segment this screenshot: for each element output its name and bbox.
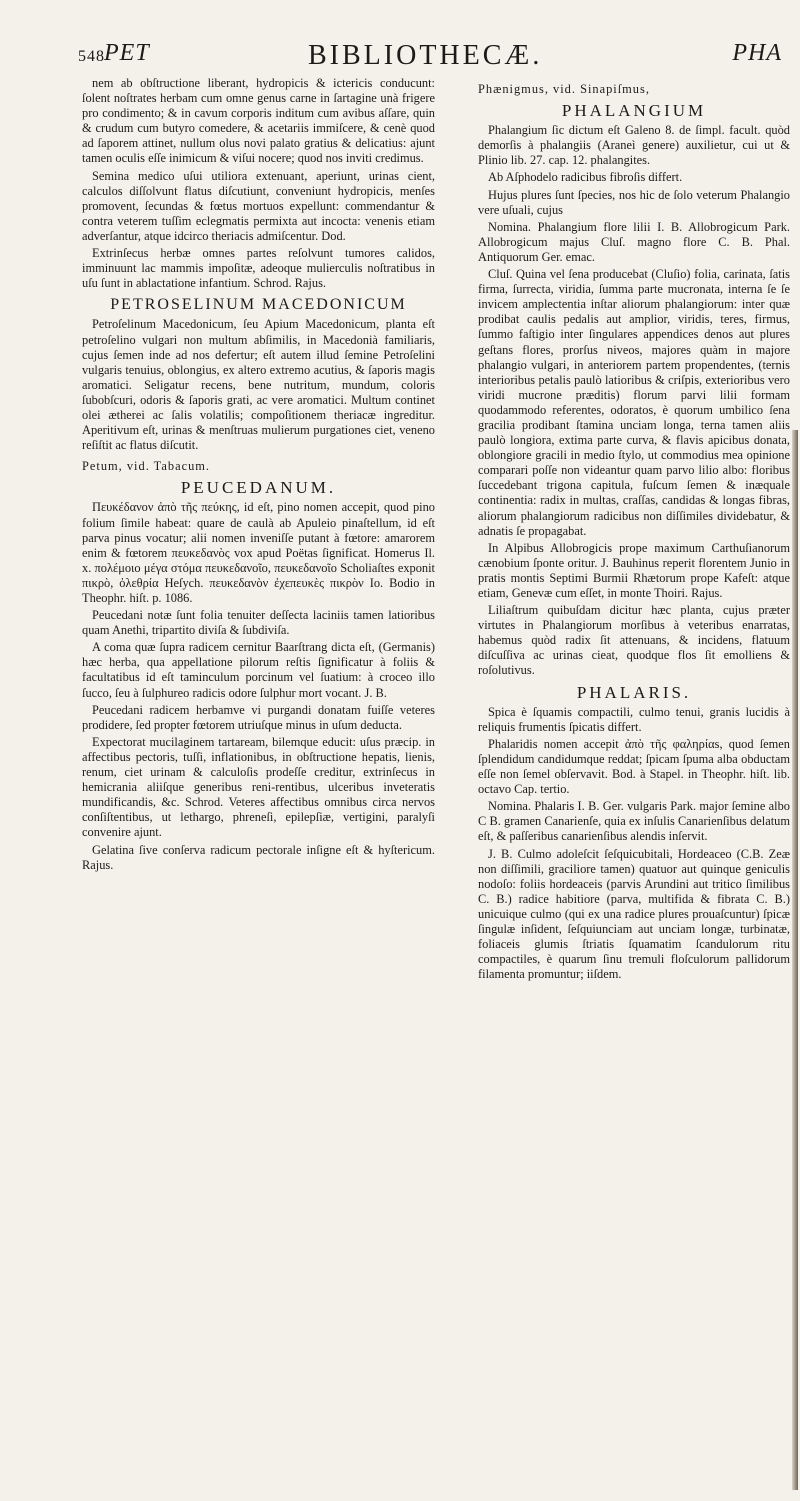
running-head-right: PHA	[732, 40, 782, 66]
paragraph: Petroſelinum Macedonicum, ſeu Apium Macedonicum, planta eſt petroſelino vulgari non multum abſimilis, in Macedonià familiaris, cujus ſemen inde ad nos defertur; eſt autem illud ſemine Petroſelini vulgaris tenuius, oblongius, ex altero extremo acutius, & ſaporis magis aromatici. Seligatur recens, bene nutritum, mundum, coloris ſubobſcuri, odoris & ſaporis grati, ac vere aromatici. Multum continet olei ætherei ac ſalis volatilis; compoſitionem theriacæ ingreditur. Aperitivum eſt, urinas & menſtruas mulierum purgationes ciet, veneno reſiſtit ac flatus diſcutit.	[82, 317, 435, 453]
entry-heading: PHALARIS.	[576, 682, 692, 702]
running-head-title: BIBLIOTHECÆ.	[308, 40, 543, 71]
paragraph: Peucedani radicem herbamve vi purgandi donatam fuiſſe veteres prodidere, ſed propter fœtorem utriuſque minus in uſum deducta.	[82, 702, 435, 732]
cross-reference: Petum, vid. Tabacum.	[82, 459, 210, 474]
paragraph: Peucedani notæ ſunt folia tenuiter deſſecta laciniis tamen latioribus quam Anethi, tripartito diviſa & ſubdiviſa.	[82, 608, 435, 638]
paragraph: Nomina. Phalangium flore lilii I. B. Allobrogicum Park. Allobrogicum majus Cluſ. magno flore C. B. Phal. Antiquorum Ger. emac.	[478, 219, 790, 264]
page-edge-shadow	[792, 430, 798, 1490]
paragraph: Πευκέδανον ἀπὸ τῆς πεύκης, id eſt, pino nomen accepit, quod pino folium ſimile habeat: quare de caulà ab Apuleio pinaſtellum, id eſt parva pinus vocatur; alii nomen inveniſſe putant à fœtore: amarorem enim & fœtorem πευκεδανὸς vox apud Poëtas ſignificat. Homerus Il. x. πολέμοιο μέγα στόμα πευκεδανοῖο, πευκεδανοῖο Scholiaſtes exponit πικρὸ, ὀλεθρία Heſych. πευκεδανὸν ἐχεπευκὲς πικρὸν Io. Bodio in Theophr. hiſt. p. 1086.	[82, 500, 435, 605]
paragraph: In Alpibus Allobrogicis prope maximum Carthuſianorum cænobium ſponte oritur. J. Bauhinus reperit florentem Junio in pratis montis Septimi Burmii Rhætorum prope Kafeſt: atque etiam, Genevæ cum eſſet, in monte Thoiri. Rajus.	[478, 540, 790, 600]
paragraph: Hujus plures ſunt ſpecies, nos hic de ſolo veterum Phalangio vere uſuali, cujus	[478, 187, 790, 217]
left-column	[82, 76, 435, 875]
paragraph: A coma quæ ſupra radicem cernitur Baarſtrang dicta eſt, (Germanis) hæc herba, qua appellatione pilorum reſtis ſignificatur à foliis & facultatibus id eſt taminculum porcinum vel ſuatium: à croceo illo ſucco, ſeu à ſulphureo radicis odore ſulphur mort vocant. J. B.	[82, 640, 435, 700]
running-head-left: PET	[104, 40, 150, 66]
page-header	[78, 40, 782, 80]
entry-heading: PHALANGIUM	[561, 101, 707, 121]
paragraph: Cluſ. Quina vel ſena producebat (Cluſio) folia, carinata, ſatis firma, ſurrecta, viridia, ſumma parte mucronata, interna ſe ſe invicem amplectentia inſtar aliorum phalangiorum: inter quæ prodibat caulis pedalis aut amplior, viridis, teres, firmus, ſummo faſtigio inter ſingulares appendices denos aut plures geſtans flores, prorſus niveos, majores quàm in majore phalangio vulgari, in anteriorem partem propendentes, (ternis interioribus petalis paulò latioribus & criſpis, exterioribus vero viridi mucrone præditis) florum parvi lilii formam quodammodo referentes, odoratos, è quorum umbilico ſena gracilia prodibant ſtamina unciam longa, terna tamen aliis paulò longiora, extima parte curva, & flavis apicibus donata, oblongiore gracili in medio ſtylo, ut commodius mea opinione comparari poſſe non videantur quam parvo lilio albo: floribus ſuccedebant trigona capitula, fuſcum ſemen & inæquale continentia: radix in multas, craſſas, candidas & longas fibras, aliorum phalangiorum radicibus non diſſimiles dividebatur, & adnatis ſe propagabat.	[478, 267, 790, 538]
paragraph: Expectorat mucilaginem tartaream, bilemque educit: uſus præcip. in affectibus pectoris, tuſſi, inflationibus, in obſtructione hepatis, lienis, renum, ciet urinam & calculoſis prodeſſe creditur, extrinſecus in hemicrania aliiſque generibus reni-rentibus, ulceribus inveteratis mundificandis, &c. Schrod. Veteres affectibus omnibus circa nervos conſiſtentibus, ut lethargo, phreneſi, epilepſiæ, vertigini, paralyſi convenire ajunt.	[82, 734, 435, 840]
paragraph: Phalangium ſic dictum eſt Galeno 8. de ſimpl. facult. quòd demorſis à phalangiis (Araneì genere) auxilietur, cui ut & Plinio lib. 27. cap. 12. phalangites.	[478, 123, 790, 168]
paragraph: Spica è ſquamis compactili, culmo tenui, granis lucidis à reliquis frumentis ſpicatis differt.	[478, 704, 790, 734]
paragraph: nem ab obſtructione liberant, hydropicis & ictericis conducunt: ſolent noſtrates herbam cum omne genus carne in ſartagine unà frigere pro condimento; & in cavum corporis inditum cum avibus aſſare, quin & crudum cum butyro comedere, & acetariis immiſcere, & cenè quod ad ſaporem attinet, nullum olus novi palato gratius & delicatius: ajunt tamen oculis eſſe inimicum & viſui nocere; quod nos inviti credimus.	[82, 76, 435, 166]
paragraph: Extrinſecus herbæ omnes partes reſolvunt tumores calidos, imminuunt lac mammis impoſitæ, adeoque mulierculis noſtratibus in uſu ſunt in ablactatione infantium. Schrod. Rajus.	[82, 246, 435, 291]
entry-heading: PEUCEDANUM.	[180, 478, 337, 498]
paragraph: Phalaridis nomen accepit ἀπὸ τῆς φαληρίαs, quod ſemen ſplendidum candidumque reddat; ſpicam ſpuma alba obductam eſſe non ſemel obſervavit. Bod. à Stapel. in Theophr. hiſt. lib. octavo Cap. tertio.	[478, 736, 790, 797]
paragraph: Gelatina ſive conſerva radicum pectorale inſigne eſt & hyſtericum. Rajus.	[82, 842, 435, 872]
paragraph: Liliaſtrum quibuſdam dicitur hæc planta, cujus præter virtutes in Phalangiorum morſibus à veteribus enarratas, habemus quòd radix ſit attenuans, & incidens, flatuum diſcuſſiva ac urinas cieat, quodque flos ſit emolliens & roſolutivus.	[478, 603, 790, 678]
paragraph: Ab Aſphodelo radicibus fibroſis differt.	[488, 170, 683, 185]
right-column	[478, 76, 790, 984]
paragraph: J. B. Culmo adoleſcit ſeſquicubitali, Hordeaceo (C.B. Zeæ non diſſimili, graciliore tamen) quatuor aut quinque geniculis nodoſo: foliis hordeaceis (parvis Arundini aut tritico ſimilibus C. B.) radice habitiore (parva, multifida & fibrata C. B.) unicuique culmo (qui ex una radice plures prouaſcuntur) ſpicæ ſingulæ inſident, ſeſquiunciam aut unciam longæ, turbinatæ, foliaceis glumis ſtriatis ſquamatim ſcandulorum ritu compactiles, è quarum ſinu tremuli floſculorum pallidorum filamenta promuntur; iiſdem.	[478, 846, 790, 982]
paragraph: Nomina. Phalaris I. B. Ger. vulgaris Park. major ſemine albo C B. gramen Canarienſe, quia ex inſulis Canarienſibus delatum eſt, & paſſeribus canarienſibus alendis inſervit.	[478, 799, 790, 844]
page-number: 548	[78, 48, 105, 65]
entry-heading: PETROSELINUM MACEDONICUM	[110, 296, 407, 314]
paragraph: Semina medico uſui utiliora extenuant, aperiunt, urinas cient, calculos diſſolvunt flatus diſcutiunt, conveniunt hydropicis, menſes promovent, ſecundas & fœtus mortuos expellunt: commendantur & contra veterem tuſſim eclegmatis permixta aut incocta: venenis etiam adverſantur, atque idcirco theriacis admiſcentur. Dod.	[82, 168, 435, 243]
cross-reference: Phænigmus, vid. Sinapiſmus,	[478, 82, 650, 96]
